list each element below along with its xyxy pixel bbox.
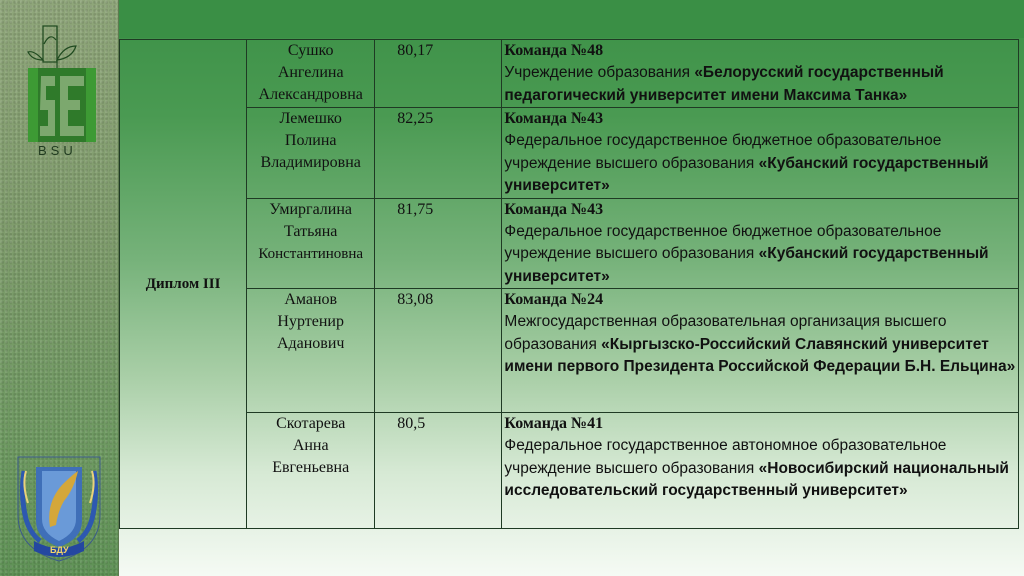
participant-name — [247, 289, 375, 413]
team-number: Команда №24 — [504, 291, 604, 308]
team-info — [502, 198, 1019, 289]
first-name: Ангелина — [277, 64, 344, 81]
sei-bsu-logo-icon — [26, 24, 98, 158]
participant-name — [247, 198, 375, 289]
surname: Умиргалина — [269, 200, 353, 218]
organization — [502, 311, 1018, 379]
surname: Лемешко — [279, 110, 342, 127]
organization-type: Федеральное государственное бюджетное образовательное учреждение высшего образования — [504, 222, 942, 262]
organization — [502, 130, 1018, 198]
table-row — [120, 198, 1019, 289]
team-number: Команда №43 — [504, 200, 604, 218]
team-info — [502, 413, 1019, 529]
organization-name: «Кубанский государственный университет» — [504, 154, 989, 194]
surname: Аманов — [284, 291, 338, 308]
organization-type: Федеральное государственное автономное образовательное учреждение высшего образования — [504, 437, 947, 477]
patronymic: Владимировна — [260, 154, 361, 171]
first-name: Полина — [284, 132, 337, 149]
participant-name — [247, 108, 375, 199]
top-band — [119, 0, 1024, 38]
organization-type: Межгосударственная образовательная организация высшего образования — [504, 313, 947, 353]
score: 80,17 — [375, 40, 502, 108]
surname: Сушко — [287, 42, 334, 59]
score: 83,08 — [375, 289, 502, 413]
team-info — [502, 40, 1019, 108]
organization — [502, 435, 1018, 503]
sidebar — [0, 0, 119, 576]
table-row — [120, 40, 1019, 108]
organization — [502, 221, 1018, 289]
table-row — [120, 108, 1019, 199]
organization-name: «Кубанский государственный университет» — [504, 245, 989, 285]
table-row — [120, 413, 1019, 529]
bdu-logo-text: БДУ — [50, 545, 69, 555]
score: 81,75 — [375, 198, 502, 289]
table-row — [120, 289, 1019, 413]
organization — [502, 62, 1018, 107]
organization-type: Учреждение образования — [504, 64, 695, 81]
patronymic: Константиновна — [258, 245, 364, 262]
award-label: Диплом III — [145, 275, 221, 292]
surname: Скотарева — [276, 415, 346, 432]
patronymic: Аданович — [276, 335, 345, 352]
score: 82,25 — [375, 108, 502, 199]
team-number: Команда №48 — [504, 42, 604, 59]
award-cell — [120, 40, 247, 529]
team-info — [502, 289, 1019, 413]
first-name: Анна — [292, 437, 329, 454]
organization-name: «Белорусский государственный педагогический университет имени Максима Танка» — [504, 64, 944, 104]
first-name: Татьяна — [284, 222, 338, 240]
team-number: Команда №41 — [504, 415, 604, 432]
participant-name — [247, 40, 375, 108]
awards-table — [119, 39, 1019, 529]
sei-bsu-logo-text: BSU — [38, 143, 77, 158]
organization-name: «Новосибирский национальный исследовательский государственный университет» — [504, 459, 1009, 499]
patronymic: Александровна — [258, 86, 363, 103]
patronymic: Евгеньевна — [272, 459, 350, 476]
score: 80,5 — [375, 413, 502, 529]
first-name: Нуртенир — [277, 313, 344, 330]
organization-name: «Кыргызско-Российский Славянский университет имени первого Президента Российской Федерации Б.Н. Ельцина» — [504, 335, 1016, 375]
organization-type: Федеральное государственное бюджетное образовательное учреждение высшего образования — [504, 132, 942, 172]
team-info — [502, 108, 1019, 199]
team-number: Команда №43 — [504, 110, 604, 127]
participant-name — [247, 413, 375, 529]
